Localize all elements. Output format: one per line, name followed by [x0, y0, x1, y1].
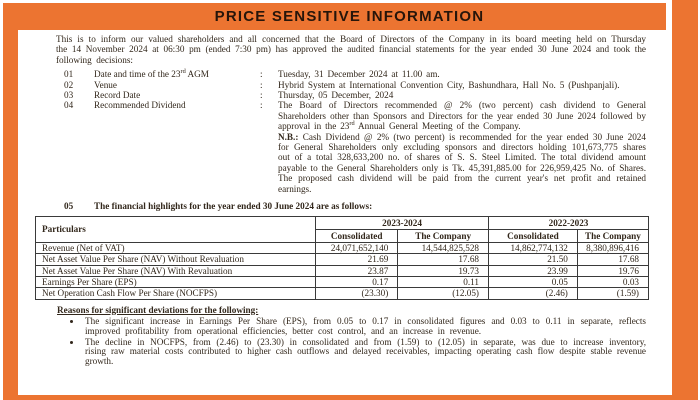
table-cell-value: 14,544,825,528: [398, 243, 489, 254]
decision-value-text: Annual General Meeting of the Company.: [354, 121, 521, 132]
section-number: 05: [64, 201, 74, 212]
section-heading-text: The financial highlights for the year ended 30 June 2024 are as follows:: [94, 201, 373, 212]
decision-value: Hybrid System at International Convention City, Bashundhara, Hall No. 5 (Pushpanjali).: [278, 79, 620, 90]
table-cell-particular: Net Operation Cash Flow Per Share (NOCFPS): [36, 288, 316, 299]
decision-value: Tuesday, 31 December 2024 at 11.00 am.: [278, 69, 440, 80]
table-cell-value: 17.68: [398, 254, 489, 265]
table-header-row-years: [36, 216, 649, 229]
table-cell-value: 19.76: [577, 265, 648, 276]
decision-item-agm-date: [64, 69, 646, 79]
page-border-right: [672, 0, 698, 400]
column-group-2023-2024: 2023-2024: [316, 216, 489, 229]
nb-label: N.B.:: [278, 131, 299, 142]
decision-label: Venue: [94, 79, 117, 90]
table-cell-value: 19.73: [398, 265, 489, 276]
title-band: [3, 3, 666, 30]
table-cell-particular: Earnings Per Share (EPS): [36, 276, 316, 287]
ordinal-superscript: rd: [349, 120, 355, 128]
decision-label-text: Date and time of the 23: [94, 69, 181, 80]
table-cell-value: 23.87: [316, 265, 398, 276]
nb-text: Cash Dividend @ 2% (two percent) is recommended for the year ended 30 June 2024 for General Shareholders only excluding sponsors and directors holding 101,673,775 shares out of a total 328,633,200 no. of shares of S. S. Steel Limited. The total dividend amount payable to the General Shareholders only is Tk. 45,391,885.00 for 226,959,425 No. of Shares. The proposed cash dividend will be paid from the current year's net profit and retained earnings.: [278, 131, 646, 194]
table-cell-value: 23.99: [489, 265, 578, 276]
reason-item-nocfps: • The decline in NOCFPS, from (2.46) to (23.30) in consolidated and from (1.59) to (12.05) in separate, was due to increase inventory, rising raw material costs contributed to higher cash outflows and delayed receivables, impacting operating cash flow despite stable revenue growth.: [82, 338, 646, 367]
page-title: PRICE SENSITIVE INFORMATION: [214, 8, 485, 25]
decision-number: 04: [64, 100, 74, 111]
colon-separator: :: [260, 90, 263, 101]
table-cell-value: 0.05: [489, 276, 578, 287]
decision-value: [278, 100, 646, 131]
table-row-nav-without-revaluation: [36, 254, 649, 265]
deviation-reasons-section: [57, 306, 646, 367]
decision-value-text: The Board of Directors recommended @ 2% (two percent) cash dividend to General Shareholders other than Sponsors and Directors for the year ended 30 June 2024 followed by approval in the 23: [278, 100, 646, 132]
colon-separator: :: [260, 79, 263, 90]
decision-number: 01: [64, 69, 74, 80]
column-header-consolidated: Consolidated: [489, 229, 578, 242]
table-cell-value: 0.17: [316, 276, 398, 287]
decision-item-venue: [64, 80, 646, 90]
table-cell-value: (12.05): [398, 288, 489, 299]
decision-item-dividend: [64, 100, 646, 194]
decision-label: Record Date: [94, 90, 141, 101]
decision-label-text: AGM: [185, 69, 209, 80]
table-cell-particular: Revenue (Net of VAT): [36, 243, 316, 254]
page-border-left: [3, 3, 18, 400]
column-group-2022-2023: 2022-2023: [489, 216, 649, 229]
table-cell-value: 24,071,652,140: [316, 243, 398, 254]
financial-highlights-table-wrap: [35, 216, 649, 300]
column-header-consolidated: Consolidated: [316, 229, 398, 242]
deviation-reasons-heading: Reasons for significant deviations for the following:: [57, 304, 259, 315]
table-cell-particular: Net Asset Value Per Share (NAV) With Revaluation: [36, 265, 316, 276]
ordinal-superscript: rd: [180, 68, 186, 76]
reason-item-eps: • The significant increase in Earnings Per Share (EPS), from 0.05 to 0.17 in consolidated figures and 0.03 to 0.11 in separate, reflects improved profitability from operational efficiencies, better cost control, and an increase in revenue.: [82, 317, 646, 336]
decision-item-record-date: [64, 90, 646, 100]
table-row-nocfps: [36, 288, 649, 299]
decision-number: 02: [64, 79, 74, 90]
table-cell-value: 0.11: [398, 276, 489, 287]
decision-value-block: [278, 100, 646, 194]
table-cell-value: 21.50: [489, 254, 578, 265]
table-row-eps: [36, 276, 649, 287]
decision-list: [64, 69, 646, 194]
table-cell-value: (1.59): [577, 288, 648, 299]
table-cell-value: 0.03: [577, 276, 648, 287]
colon-separator: :: [260, 69, 263, 80]
page-border-bottom: [3, 395, 698, 400]
document-content: [18, 30, 672, 395]
table-cell-value: 21.69: [316, 254, 398, 265]
table-cell-value: (23.30): [316, 288, 398, 299]
table-cell-value: 14,862,774,132: [489, 243, 578, 254]
table-cell-value: 17.68: [577, 254, 648, 265]
column-header-company: The Company: [577, 229, 648, 242]
financial-highlights-table: [35, 216, 649, 300]
deviation-reasons-list: [57, 317, 646, 367]
financial-highlights-heading: [64, 201, 672, 211]
decision-value: Thursday, 05 December, 2024: [278, 90, 394, 101]
decision-label: Recommended Dividend: [94, 100, 186, 111]
colon-separator: :: [260, 100, 263, 111]
table-row-revenue: [36, 243, 649, 254]
nota-bene-paragraph: [278, 132, 646, 194]
table-cell-value: (2.46): [489, 288, 578, 299]
table-cell-particular: Net Asset Value Per Share (NAV) Without Revaluation: [36, 254, 316, 265]
column-header-particulars: Particulars: [36, 216, 316, 243]
column-header-company: The Company: [398, 229, 489, 242]
decision-number: 03: [64, 90, 74, 101]
intro-paragraph: This is to inform our valued shareholders and all concerned that the Board of Directors of the Company in its board meeting held on Thursday the 14 November 2024 at 06:30 pm (ended 7:30 pm) has approved the audited financial statements for the year ended 30 June 2024 and took the following decisions:: [56, 34, 646, 65]
table-cell-value: 8,380,896,416: [577, 243, 648, 254]
decision-label: [94, 69, 260, 79]
table-row-nav-with-revaluation: [36, 265, 649, 276]
